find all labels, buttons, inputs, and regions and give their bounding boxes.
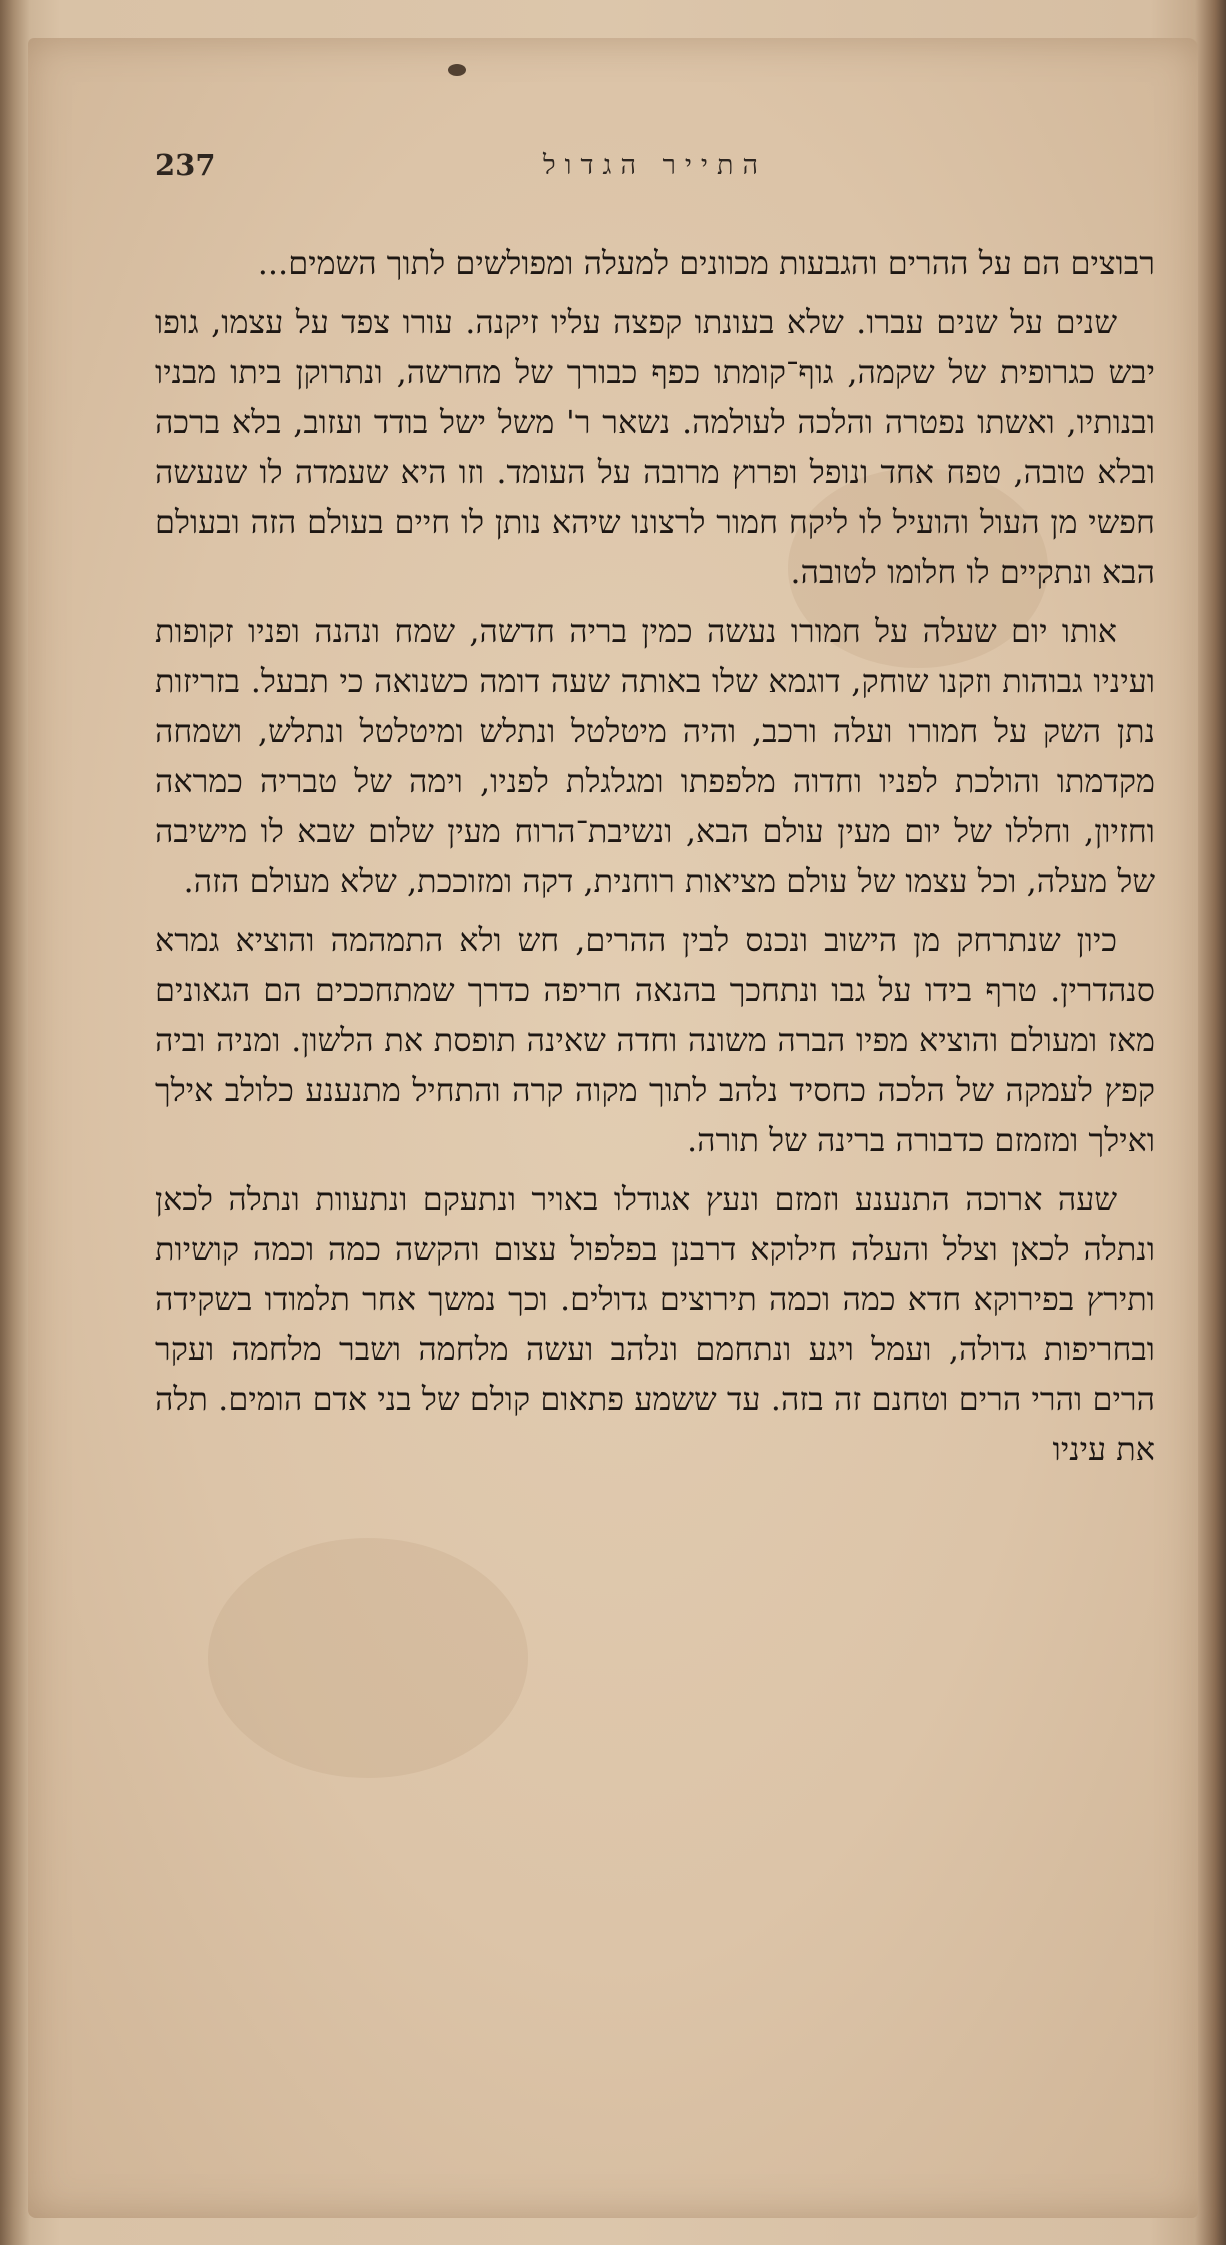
- page-header: [155, 148, 1155, 198]
- paragraph: כיון שנתרחק מן הישוב ונכנס לבין ההרים, חש ולא התמהמה והוציא גמרא סנהדרין. טרף בידו על גבו ונתחכך בהנאה חריפה כדרך שמתחככים הם הגאונים מאז ומעולם והוציא מפיו הברה משונה וחדה שאינה תופסת את הלשון. ומניה וביה קפץ לעמקה של הלכה כחסיד נלהב לתוך מקוה קרה והתחיל מתנענע כלולב אילך ואילך ומזמזם כדבורה ברינה של תורה.: [155, 921, 1155, 1159]
- paragraph: רבוצים הם על ההרים והגבעות מכוונים למעלה ומפולשים לתוך השמים...: [257, 244, 1155, 282]
- paragraph: שעה ארוכה התנענע וזמזם ונעץ אגודלו באויר ונתעקם ונתעוות ונתלה לכאן ונתלה לכאן וצלל והעלה חילוקא דרבנן בפלפול עצום והקשה כמה וכמה קושיות ותירץ בפירוקא חדא כמה וכמה תירוצים גדולים. וכך נמשך אחר תלמודו בשקידה ובחריפות גדולה, ועמל ויגע ונתחמם ונלהב ועשה מלחמה ושבר מלחמה ועקר הרים והרי הרים וטחנם זה בזה. עד ששמע פתאום קולם של בני אדם הומים. תלה את עיניו: [155, 1180, 1156, 1468]
- paragraph: אותו יום שעלה על חמורו נעשה כמין בריה חדשה, שמח ונהנה ופניו זקופות ועיניו גבוהות וזקנו שוחק, דוגמא שלו באותה שעה דומה כשנואה כי תבעל. בזריזות נתן השק על חמורו ועלה ורכב, והיה מיטלטל ונתלש ומיטלטל ונתלש, ושמחה מקדמתו והולכת לפניו וחדוה מלפפתו ומגלגלת לפניו, וימה של טבריה כמראה וחזיון, וחללו של יום מעין עולם הבא, ונשיבת־הרוח מעין שלום שבא לו מישיבה של מעלה, וכל עצמו של עולם מציאות רוחנית, דקה ומזוככת, שלא מעולם הזה.: [155, 612, 1155, 900]
- paper-stain: [208, 1538, 528, 1778]
- page-number: 237: [155, 148, 216, 182]
- ink-spot: [448, 64, 466, 76]
- body-text: [155, 238, 1155, 1481]
- running-title: התייר הגדול: [543, 150, 767, 181]
- paragraph: שנים על שנים עברו. שלא בעונתו קפצה עליו זיקנה. עורו צפד על עצמו, גופו יבש כגרופית של שקמה, גוף־קומתו כפף כבורך של מחרשה, ונתרוקן ביתו מבניו ובנותיו, ואשתו נפטרה והלכה לעולמה. נשאר ר' משל ישל בודד ועזוב, בלא ברכה ובלא טובה, טפח אחד ונופל ופרוץ מרובה על העומד. וזו היא שעמדה לו שנעשה חפשי מן העול והועיל לו ליקח חמור לרצונו שיהא נותן לו חיים בעולם הזה ובעולם הבא ונתקיים לו חלומו לטובה.: [155, 303, 1156, 591]
